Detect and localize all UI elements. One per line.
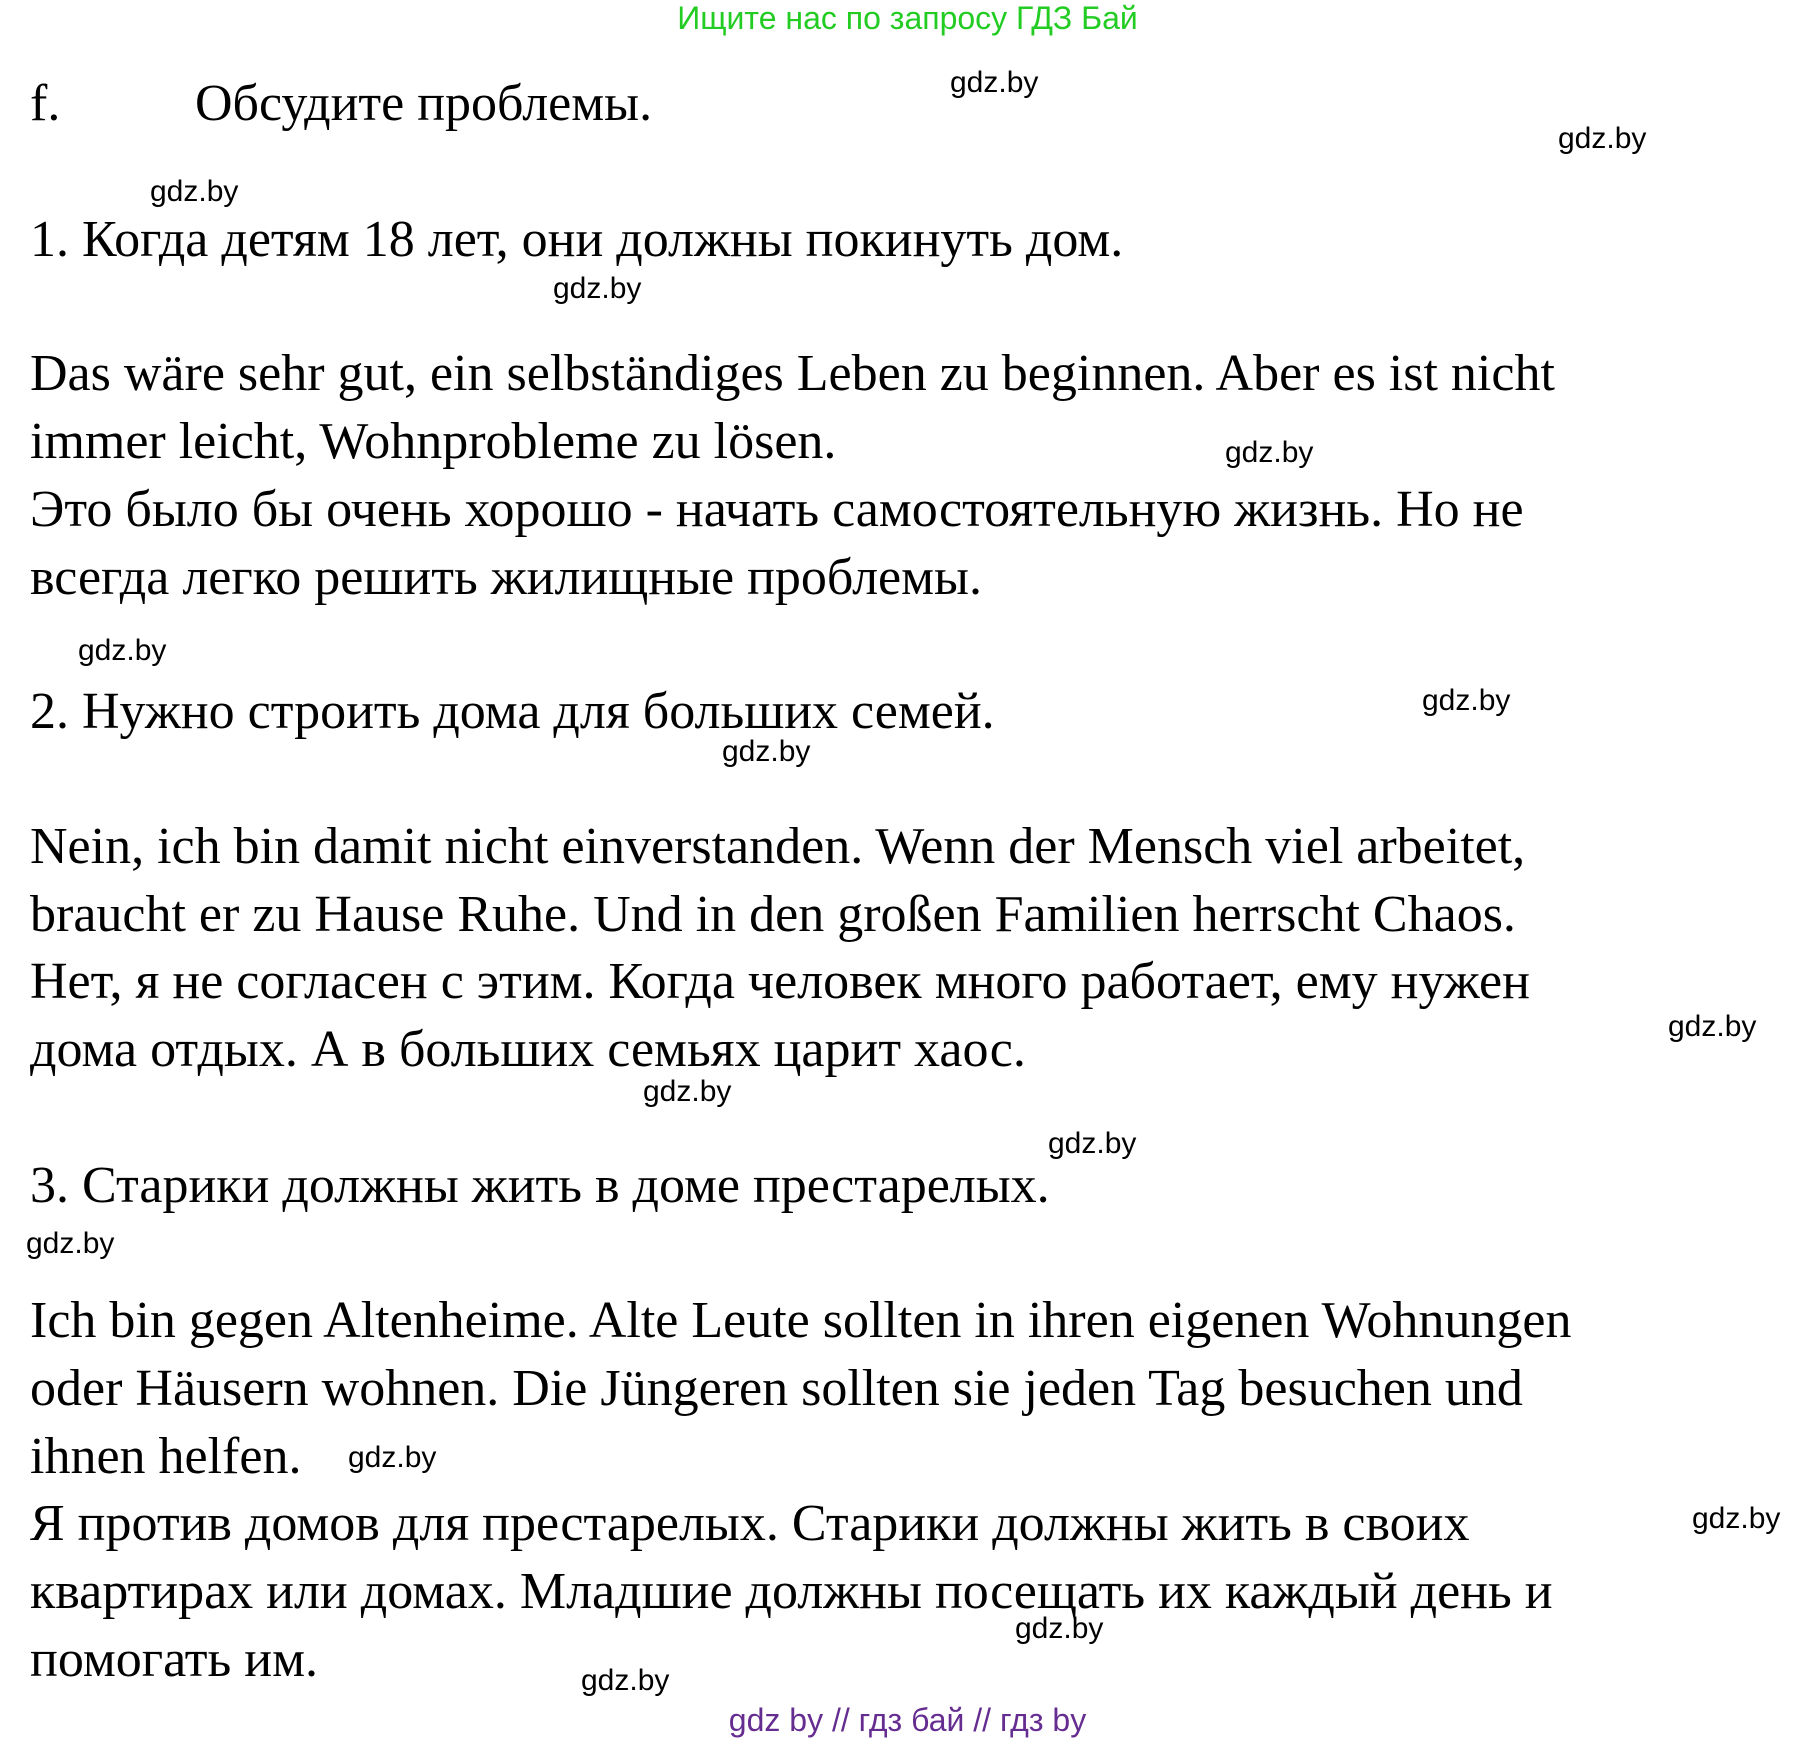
item-3-russian	[30, 1490, 1805, 1694]
item-2-german	[30, 813, 1805, 949]
item-1-prompt: 1. Когда детям 18 лет, они должны покинуть дом.	[30, 211, 1124, 268]
watermark: gdz.by	[1558, 122, 1647, 155]
watermark: gdz.by	[1422, 684, 1511, 717]
item-3-german-line-1: Ich bin gegen Altenheime. Alte Leute sollten in ihren eigenen Wohnungen	[30, 1292, 1572, 1349]
item-3-russian-line-3: помогать им.	[30, 1631, 318, 1688]
watermark: gdz.by	[553, 272, 642, 305]
item-3-prompt: 3. Старики должны жить в доме престарелых.	[30, 1157, 1050, 1214]
item-2-german-line-2: braucht er zu Hause Ruhe. Und in den großen Familien herrscht Chaos.	[30, 886, 1516, 943]
item-3-russian-line-2: квартирах или домах. Младшие должны посещать их каждый день и	[30, 1563, 1553, 1620]
watermark: gdz.by	[1692, 1502, 1781, 1535]
item-2-russian-line-1: Нет, я не согласен с этим. Когда человек много работает, ему нужен	[30, 953, 1530, 1010]
watermark: gdz.by	[643, 1075, 732, 1108]
watermark: gdz.by	[950, 66, 1039, 99]
watermark: gdz.by	[722, 735, 811, 768]
item-2-prompt: 2. Нужно строить дома для больших семей.	[30, 683, 995, 740]
item-1-german-line-2: immer leicht, Wohnprobleme zu lösen.	[30, 413, 837, 470]
watermark: gdz.by	[150, 175, 239, 208]
item-3-german-line-3: ihnen helfen.	[30, 1428, 302, 1485]
item-1-german-line-1: Das wäre sehr gut, ein selbständiges Leben zu beginnen. Aber es ist nicht	[30, 345, 1555, 402]
item-1-russian-line-2: всегда легко решить жилищные проблемы.	[30, 549, 982, 606]
exercise-header	[30, 70, 652, 138]
watermark: gdz.by	[1048, 1127, 1137, 1160]
item-3-german	[30, 1287, 1805, 1491]
watermark: gdz.by	[1225, 436, 1314, 469]
item-1-russian-line-1: Это было бы очень хорошо - начать самостоятельную жизнь. Но не	[30, 481, 1524, 538]
item-1-german	[30, 340, 1805, 476]
watermark: gdz.by	[348, 1441, 437, 1474]
item-1-russian	[30, 476, 1805, 612]
item-3-german-line-2: oder Häusern wohnen. Die Jüngeren sollten sie jeden Tag besuchen und	[30, 1360, 1523, 1417]
item-2-german-line-1: Nein, ich bin damit nicht einverstanden. Wenn der Mensch viel arbeitet,	[30, 818, 1526, 875]
exercise-letter: f.	[30, 75, 61, 132]
footer-links: gdz by // гдз бай // гдз by	[728, 1702, 1087, 1738]
item-3-russian-line-1: Я против домов для престарелых. Старики должны жить в своих	[30, 1495, 1470, 1552]
watermark: gdz.by	[26, 1227, 115, 1260]
watermark: gdz.by	[1015, 1612, 1104, 1645]
watermark: gdz.by	[78, 634, 167, 667]
item-2-russian-line-2: дома отдых. А в больших семьях царит хаос.	[30, 1021, 1026, 1078]
watermark: gdz.by	[581, 1664, 670, 1697]
item-2-russian	[30, 948, 1805, 1084]
watermark: gdz.by	[1668, 1010, 1757, 1043]
top-banner: Ищите нас по запросу ГДЗ Бай	[677, 0, 1138, 36]
exercise-title: Обсудите проблемы.	[195, 75, 653, 132]
